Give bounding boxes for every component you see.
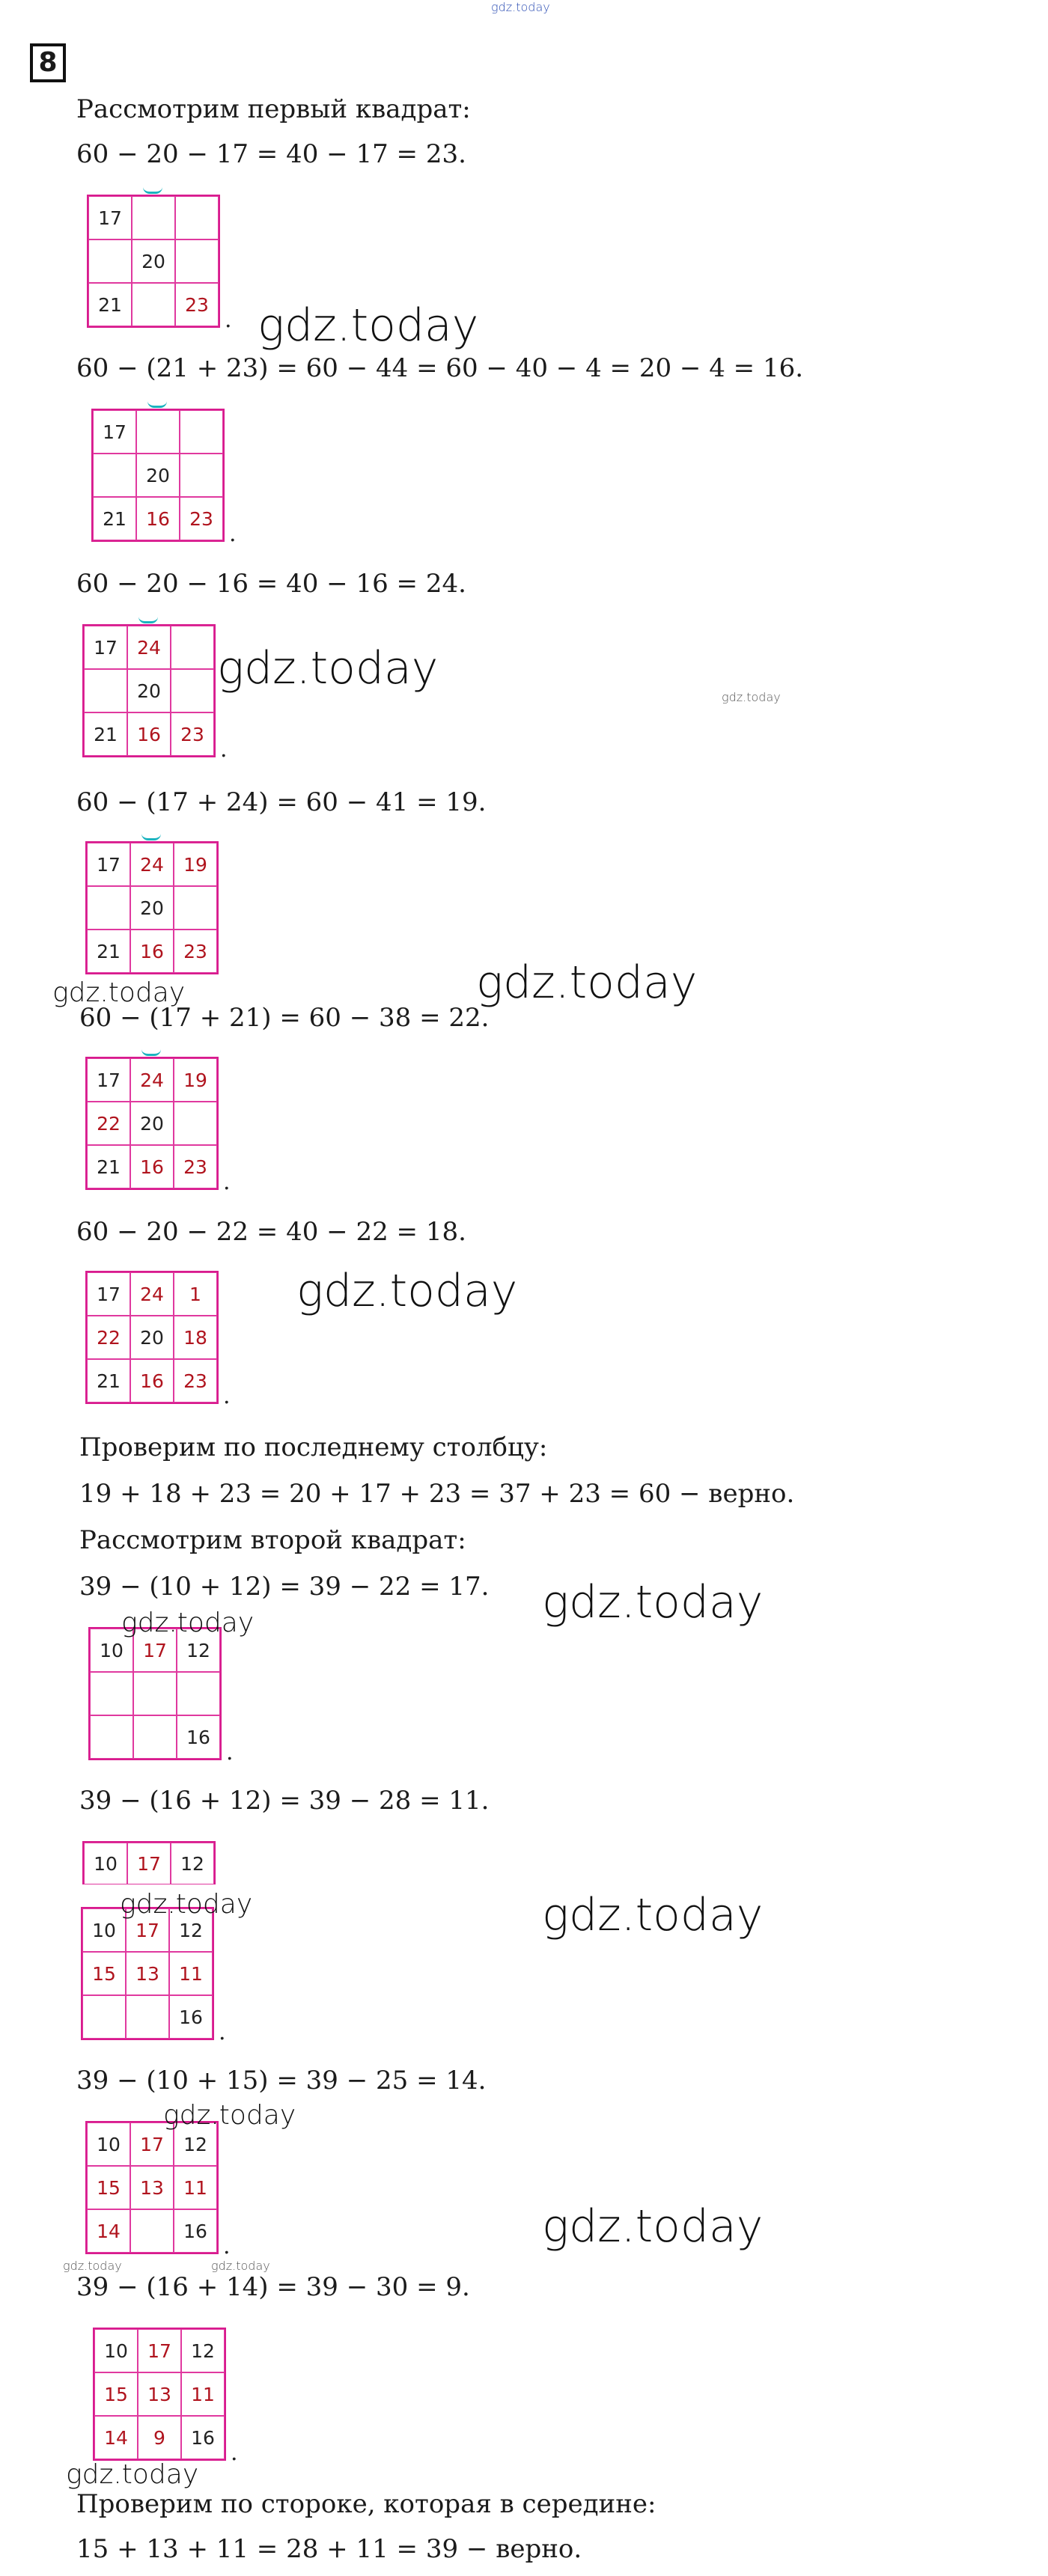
square-cell (133, 1715, 177, 1759)
square-cell (84, 669, 127, 712)
square-cell: 13 (138, 2372, 181, 2416)
magic-square-1 (87, 195, 220, 328)
square-cell: 13 (130, 2166, 174, 2209)
partial-cell-1: 10 (84, 1843, 127, 1884)
line-check-row-title: Проверим по стороке, которая в середине: (76, 2489, 656, 2519)
square-cell (87, 886, 130, 930)
task-number: 8 (30, 43, 66, 82)
square-cell (174, 1102, 217, 1145)
line-calc-9: 39 − (10 + 15) = 39 − 25 = 14. (76, 2066, 487, 2096)
square-cell: 22 (87, 1102, 130, 1145)
square-cell (90, 1715, 133, 1759)
square-cell: 17 (130, 2122, 174, 2166)
square-cell (133, 1672, 177, 1715)
square-cell: 21 (87, 1145, 130, 1188)
period-mark: . (226, 1739, 234, 1765)
square-cell (177, 1672, 220, 1715)
square-cell (171, 669, 214, 712)
watermark: gdz.today (296, 1265, 518, 1317)
square-cell: 12 (169, 1908, 213, 1952)
check-mark (141, 1049, 161, 1056)
watermark: gdz.today (120, 1889, 253, 1920)
square-cell: 14 (94, 2416, 138, 2459)
line-calc-5: 60 − (17 + 21) = 60 − 38 = 22. (79, 1003, 490, 1033)
square-cell: 24 (130, 1058, 174, 1102)
line-calc-2: 60 − (21 + 23) = 60 − 44 = 60 − 40 − 4 = 20 − 4 = 16. (76, 353, 804, 383)
square-cell: 1 (174, 1272, 217, 1316)
square-cell (180, 410, 223, 454)
square-cell: 19 (174, 843, 217, 886)
period-mark: . (219, 2019, 226, 2045)
square-cell: 16 (136, 497, 180, 540)
square-cell: 24 (127, 626, 171, 669)
square-cell: 23 (171, 712, 214, 756)
square-cell: 12 (174, 2122, 217, 2166)
line-intro-first: Рассмотрим первый квадрат: (76, 94, 471, 124)
square-cell (132, 196, 175, 239)
magic-square-8 (81, 1907, 214, 2040)
line-check-row: 15 + 13 + 11 = 28 + 11 = 39 − верно. (76, 2534, 582, 2564)
square-cell: 16 (174, 2209, 217, 2253)
check-mark (147, 401, 167, 408)
square-cell: 12 (177, 1629, 220, 1672)
magic-square-5 (85, 1057, 219, 1190)
period-mark: . (223, 1383, 231, 1409)
line-calc-4: 60 − (17 + 24) = 60 − 41 = 19. (76, 787, 487, 817)
square-cell (132, 283, 175, 326)
square-cell: 17 (93, 410, 136, 454)
square-cell: 10 (94, 2329, 138, 2372)
watermark: gdz.today (66, 2459, 199, 2490)
watermark: gdz.today (476, 956, 698, 1009)
square-cell: 12 (181, 2329, 225, 2372)
square-cell: 23 (174, 1359, 217, 1403)
magic-square-6 (85, 1271, 219, 1404)
watermark: gdz.today (258, 299, 479, 352)
square-cell: 23 (174, 1145, 217, 1188)
square-cell: 19 (174, 1058, 217, 1102)
square-cell (93, 454, 136, 497)
watermark: gdz.today (63, 2259, 122, 2273)
magic-square-10 (93, 2328, 226, 2461)
square-cell: 11 (169, 1952, 213, 1995)
square-cell: 10 (90, 1629, 133, 1672)
square-cell: 20 (136, 454, 180, 497)
square-cell: 20 (132, 239, 175, 283)
period-mark: . (220, 736, 228, 763)
check-mark (141, 834, 161, 840)
square-cell: 17 (87, 843, 130, 886)
square-cell: 15 (87, 2166, 130, 2209)
watermark: gdz.today (52, 977, 186, 1008)
line-calc-7: 39 − (10 + 12) = 39 − 22 = 17. (79, 1572, 490, 1602)
square-cell: 21 (93, 497, 136, 540)
line-check-column: 19 + 18 + 23 = 20 + 17 + 23 = 37 + 23 = 60 − верно. (79, 1479, 795, 1509)
line-calc-6: 60 − 20 − 22 = 40 − 22 = 18. (76, 1217, 466, 1247)
square-cell (88, 239, 132, 283)
line-intro-second: Рассмотрим второй квадрат: (79, 1525, 466, 1555)
partial-cell-2: 17 (127, 1843, 171, 1884)
square-cell (175, 239, 219, 283)
watermark: gdz.today (211, 2259, 270, 2273)
watermark: gdz.today (217, 642, 439, 695)
period-mark: . (231, 2440, 238, 2466)
square-cell: 22 (87, 1316, 130, 1359)
square-cell: 17 (84, 626, 127, 669)
line-calc-10: 39 − (16 + 14) = 39 − 30 = 9. (76, 2272, 470, 2302)
magic-square-7 (88, 1627, 222, 1760)
square-cell: 20 (130, 886, 174, 930)
square-cell (90, 1672, 133, 1715)
square-cell (174, 886, 217, 930)
square-cell (136, 410, 180, 454)
watermark: gdz.today (542, 2200, 764, 2253)
square-cell: 15 (94, 2372, 138, 2416)
square-cell: 17 (87, 1058, 130, 1102)
square-cell: 17 (133, 1629, 177, 1672)
square-cell (180, 454, 223, 497)
square-cell (82, 1995, 126, 2039)
square-cell: 10 (82, 1908, 126, 1952)
period-mark: . (225, 307, 232, 333)
square-cell (175, 196, 219, 239)
square-cell: 20 (130, 1316, 174, 1359)
square-cell: 24 (130, 843, 174, 886)
square-cell: 17 (138, 2329, 181, 2372)
square-cell: 24 (130, 1272, 174, 1316)
square-cell (171, 626, 214, 669)
square-cell: 13 (126, 1952, 169, 1995)
square-cell: 10 (87, 2122, 130, 2166)
magic-square-4 (85, 841, 219, 974)
watermark: gdz.today (121, 1608, 255, 1638)
square-cell: 11 (181, 2372, 225, 2416)
square-cell: 16 (127, 712, 171, 756)
period-mark: . (223, 1169, 231, 1195)
square-cell: 16 (130, 1359, 174, 1403)
square-cell: 16 (130, 1145, 174, 1188)
magic-square-2 (91, 409, 225, 542)
square-cell: 21 (84, 712, 127, 756)
square-cell: 23 (174, 930, 217, 973)
line-calc-1: 60 − 20 − 17 = 40 − 17 = 23. (76, 139, 466, 169)
watermark-top: gdz.today (491, 0, 550, 14)
square-cell: 20 (127, 669, 171, 712)
square-cell: 16 (130, 930, 174, 973)
square-cell: 11 (174, 2166, 217, 2209)
square-cell: 21 (87, 930, 130, 973)
square-cell: 15 (82, 1952, 126, 1995)
square-cell: 23 (180, 497, 223, 540)
magic-square-3 (82, 624, 216, 757)
square-cell (126, 1995, 169, 2039)
partial-row-strip (82, 1841, 216, 1884)
square-cell: 16 (169, 1995, 213, 2039)
square-cell: 16 (181, 2416, 225, 2459)
square-cell: 21 (88, 283, 132, 326)
square-cell: 17 (87, 1272, 130, 1316)
line-calc-3: 60 − 20 − 16 = 40 − 16 = 24. (76, 569, 466, 599)
period-mark: . (223, 2233, 231, 2259)
watermark: gdz.today (722, 690, 781, 704)
check-mark (138, 617, 158, 623)
check-mark (143, 187, 162, 194)
square-cell: 17 (88, 196, 132, 239)
watermark: gdz.today (542, 1889, 764, 1941)
period-mark: . (229, 521, 237, 547)
square-cell: 16 (177, 1715, 220, 1759)
square-cell: 14 (87, 2209, 130, 2253)
square-cell: 21 (87, 1359, 130, 1403)
square-cell: 23 (175, 283, 219, 326)
partial-cell-3: 12 (171, 1843, 214, 1884)
square-cell: 17 (126, 1908, 169, 1952)
square-cell (130, 2209, 174, 2253)
square-cell: 9 (138, 2416, 181, 2459)
magic-square-9 (85, 2121, 219, 2254)
watermark: gdz.today (163, 2100, 296, 2131)
square-cell: 20 (130, 1102, 174, 1145)
watermark: gdz.today (542, 1576, 764, 1629)
line-calc-8: 39 − (16 + 12) = 39 − 28 = 11. (79, 1786, 490, 1816)
line-check-column-title: Проверим по последнему столбцу: (79, 1432, 548, 1462)
square-cell: 18 (174, 1316, 217, 1359)
